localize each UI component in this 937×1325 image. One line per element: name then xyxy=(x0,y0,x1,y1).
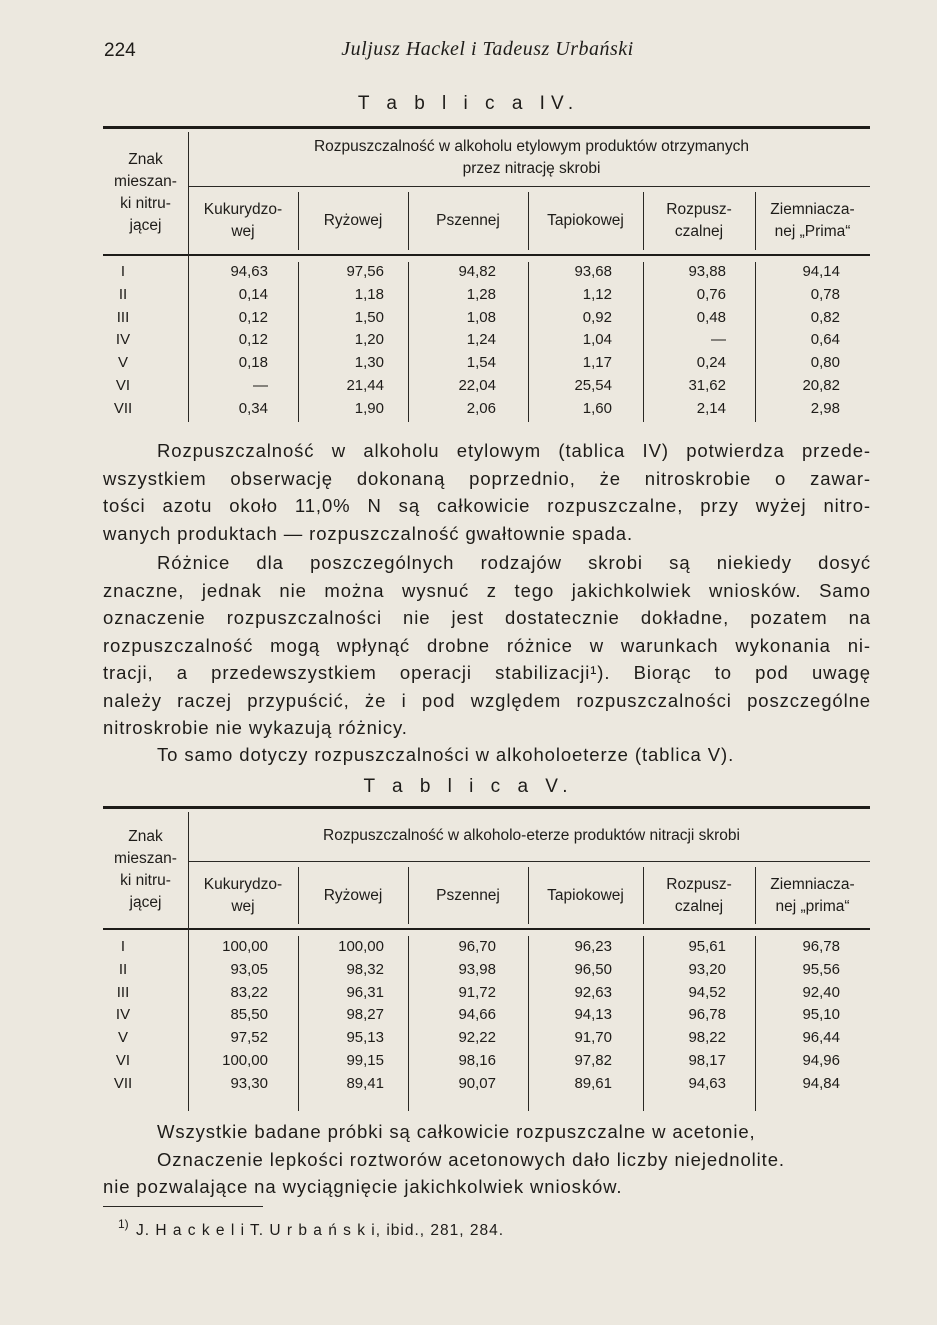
row-label: V xyxy=(117,1029,128,1047)
table-cell: 0,12 xyxy=(238,331,268,349)
header-group-label: Rozpuszczalność w alkoholu etylowym produktów otrzymanych przez nitrację skrobi xyxy=(313,138,750,177)
table-cell: 1,60 xyxy=(582,399,612,417)
paragraph-1-line-1: Rozpuszczalność w alkoholu etylowym (tablica IV) potwierdza przede- xyxy=(157,440,871,461)
table-cell: 1,28 xyxy=(466,285,496,303)
paragraph-1-line-4: wanych produktach — rozpuszczalność gwałtownie spada. xyxy=(103,522,633,544)
table-cell: 94,82 xyxy=(458,263,496,280)
table-cell: 0,92 xyxy=(582,308,612,326)
table-cell: 0,12 xyxy=(238,308,268,326)
table-cell: 94,63 xyxy=(688,1074,726,1092)
row-label: IV xyxy=(115,1006,131,1024)
table-iv-caption: T a b l i c a IV. xyxy=(357,93,580,114)
footnote-rule xyxy=(103,1206,263,1207)
table-cell: 96,78 xyxy=(688,1006,726,1024)
column-divider xyxy=(408,936,409,1111)
column-divider xyxy=(755,936,756,1111)
column-header: Ryżowej xyxy=(323,886,383,904)
row-label: IV xyxy=(115,331,131,349)
table-cell: 0,14 xyxy=(238,285,268,303)
table-cell: 98,22 xyxy=(688,1029,726,1047)
column-divider xyxy=(643,936,644,1111)
table-cell: 100,00 xyxy=(222,1052,268,1069)
paragraph-1 xyxy=(103,437,871,547)
column-header: Ryżowej xyxy=(323,212,383,229)
table-cell: 96,78 xyxy=(802,938,840,955)
table-v xyxy=(103,806,870,1112)
paragraph-2-line-3: oznaczenie rozpuszczalności nie jest dostatecznie dokładne, pozatem na xyxy=(103,607,871,628)
row-label: I xyxy=(120,938,126,955)
table-cell: 93,98 xyxy=(458,960,496,978)
paragraph-1-line-2: wszystkiem obserwację dokonaną poprzednio, że nitroskrobie o zawar- xyxy=(103,467,871,489)
table-cell: 90,07 xyxy=(458,1074,496,1092)
row-label: V xyxy=(117,354,128,372)
table-cell: 100,00 xyxy=(222,938,268,955)
column-header: Tapiokowej xyxy=(547,212,624,229)
table-top-rule xyxy=(103,126,870,129)
paragraph-2-line-4: rozpuszczalność mogą wpłynąć drobne różnice w warunkach wykonania ni- xyxy=(103,634,871,656)
column-header: Rozpusz- czalnej xyxy=(666,875,732,915)
table-cell: 2,14 xyxy=(696,399,726,417)
table-cell: 1,17 xyxy=(582,354,612,372)
paragraph-4 xyxy=(103,1118,871,1201)
paragraph-2 xyxy=(103,549,871,742)
table-cell: 89,61 xyxy=(574,1074,612,1092)
paragraph-2-line-6: należy raczej przypuścić, że i pod względem rozpuszczalności poszczególne xyxy=(103,689,871,711)
table-cell: 94,13 xyxy=(574,1006,612,1024)
table-cell: 96,31 xyxy=(346,983,384,1001)
table-cell: — xyxy=(711,331,726,349)
table-cell: 1,20 xyxy=(354,331,384,349)
table-cell: 31,62 xyxy=(688,377,726,394)
row-label: II xyxy=(118,960,128,978)
paragraph-4-line-1: Wszystkie badane próbki są całkowicie rozpuszczalne w acetonie, xyxy=(157,1121,756,1142)
table-cell: 96,70 xyxy=(458,938,496,955)
table-cell: 0,64 xyxy=(810,331,840,349)
table-cell: 0,76 xyxy=(696,285,726,303)
row-label: II xyxy=(118,285,128,303)
table-top-rule xyxy=(103,806,870,809)
column-divider xyxy=(188,812,189,1111)
row-label: VI xyxy=(115,1052,131,1069)
paragraph-3 xyxy=(103,741,871,769)
table-cell: 95,13 xyxy=(346,1029,384,1047)
header-group-label: Rozpuszczalność w alkoholo-eterze produktów nitracji skrobi xyxy=(323,826,740,844)
table-cell: 2,98 xyxy=(810,399,840,417)
table-cell: 93,88 xyxy=(688,263,726,280)
table-cell: 1,04 xyxy=(582,331,612,349)
column-header: Ziemniacza- nej „prima“ xyxy=(770,875,855,915)
row-label: VII xyxy=(113,1074,133,1092)
running-head xyxy=(104,36,871,68)
table-cell: 98,32 xyxy=(346,960,384,978)
table-cell: 83,22 xyxy=(230,983,268,1001)
table-cell: 0,80 xyxy=(810,354,840,372)
table-cell: 0,82 xyxy=(810,308,840,326)
running-title: Juljusz Hackel i Tadeusz Urbański xyxy=(341,38,634,60)
row-label: III xyxy=(116,983,130,1001)
table-cell: 97,82 xyxy=(574,1052,612,1069)
column-header: Pszennej xyxy=(436,212,500,229)
table-cell: 98,17 xyxy=(688,1052,726,1069)
table-cell: 1,18 xyxy=(354,285,384,303)
table-cell: 0,18 xyxy=(238,354,268,372)
table-cell: 85,50 xyxy=(230,1006,268,1024)
table-cell: 98,27 xyxy=(346,1006,384,1024)
table-cell: 1,12 xyxy=(582,285,612,303)
table-cell: 93,68 xyxy=(574,263,612,280)
paragraph-2-line-5: tracji, a przedewszystkiem operacji stabilizacji¹). Biorąc to pod uwagę xyxy=(103,662,871,683)
column-divider xyxy=(528,262,529,422)
table-cell: 1,90 xyxy=(354,399,384,417)
table-cell: 96,23 xyxy=(574,938,612,955)
table-cell: 22,04 xyxy=(458,377,496,394)
table-cell: 1,24 xyxy=(466,331,496,349)
table-cell: 96,50 xyxy=(574,960,612,978)
table-cell: 1,30 xyxy=(354,354,384,372)
table-cell: 0,24 xyxy=(696,354,726,372)
column-divider xyxy=(298,936,299,1111)
row-label: III xyxy=(116,308,130,326)
column-divider xyxy=(408,262,409,422)
paragraph-4-line-2: Oznaczenie lepkości roztworów acetonowych dało liczby niejednolite. xyxy=(157,1148,785,1170)
column-divider xyxy=(643,262,644,422)
table-cell: 94,84 xyxy=(802,1074,840,1092)
table-cell: 0,48 xyxy=(696,308,726,326)
header-sub-rule xyxy=(188,861,870,862)
table-cell: 92,22 xyxy=(458,1029,496,1047)
table-cell: 99,15 xyxy=(346,1052,384,1069)
column-header: Rozpusz- czalnej xyxy=(666,201,732,240)
table-cell: 1,08 xyxy=(466,308,496,326)
paragraph-2-line-7: nitroskrobie nie wykazują różnicy. xyxy=(103,717,408,738)
column-header: Pszennej xyxy=(436,886,500,904)
table-cell: 91,70 xyxy=(574,1029,612,1047)
table-cell: 2,06 xyxy=(466,399,496,417)
table-cell: 95,56 xyxy=(802,960,840,978)
header-mixture-label: Znak mieszan- ki nitru- jącej xyxy=(114,828,177,911)
table-cell: 100,00 xyxy=(338,938,384,955)
table-cell: 89,41 xyxy=(346,1074,384,1092)
table-cell: 97,52 xyxy=(230,1029,268,1047)
column-divider xyxy=(188,132,189,422)
table-cell: 1,54 xyxy=(466,354,496,372)
row-label: VI xyxy=(115,377,131,394)
table-cell: 94,66 xyxy=(458,1006,496,1024)
page-number: 224 xyxy=(104,40,136,61)
table-cell: 91,72 xyxy=(458,983,496,1001)
table-cell: 20,82 xyxy=(802,377,840,394)
paragraph-4-line-3: nie pozwalające na wyciągnięcie jakichkolwiek wniosków. xyxy=(103,1176,623,1197)
paragraph-1-line-3: tości azotu około 11,0% N są całkowicie rozpuszczalne, przy wyżej nitro- xyxy=(103,495,871,516)
column-header: Kukurydzo- wej xyxy=(203,875,283,915)
table-cell: 93,20 xyxy=(688,960,726,978)
table-cell: 0,34 xyxy=(238,399,268,417)
table-cell: 25,54 xyxy=(574,377,612,394)
table-cell: 92,63 xyxy=(574,983,612,1001)
table-cell: 96,44 xyxy=(802,1029,840,1047)
table-cell: 95,10 xyxy=(802,1006,840,1024)
table-cell: 93,30 xyxy=(230,1074,268,1092)
table-cell: 93,05 xyxy=(230,960,268,978)
paragraph-3-line-1: To samo dotyczy rozpuszczalności w alkoholoeterze (tablica V). xyxy=(157,744,735,765)
column-header: Ziemniacza- nej „Prima“ xyxy=(770,201,855,240)
column-header: Kukurydzo- wej xyxy=(203,201,283,240)
table-cell: 98,16 xyxy=(458,1052,496,1069)
table-cell: 94,52 xyxy=(688,983,726,1001)
table-cell: 92,40 xyxy=(802,983,840,1001)
row-label: I xyxy=(120,263,126,280)
header-mixture-label: Znak mieszan- ki nitru- jącej xyxy=(114,151,177,234)
column-divider xyxy=(755,262,756,422)
table-cell: 95,61 xyxy=(688,938,726,955)
footnote-text: J. H a c k e l i T. U r b a ń s k i, ibid., 281, 284. xyxy=(136,1222,505,1239)
header-bottom-rule xyxy=(103,928,870,930)
table-cell: 0,78 xyxy=(810,285,840,303)
table-v-caption: T a b l i c a V. xyxy=(363,776,574,797)
table-iv xyxy=(103,126,870,426)
table-cell: 94,14 xyxy=(802,263,840,280)
paragraph-2-line-1: Różnice dla poszczególnych rodzajów skrobi są niekiedy dosyć xyxy=(157,552,871,573)
table-cell: 21,44 xyxy=(346,377,384,394)
table-cell: 94,63 xyxy=(230,263,268,280)
table-cell: 97,56 xyxy=(346,263,384,280)
header-bottom-rule xyxy=(103,254,870,256)
header-sub-rule xyxy=(188,186,870,187)
paragraph-2-line-2: znaczne, jednak nie można wysnuć z tego jakichkolwiek wniosków. Samo xyxy=(103,579,871,601)
table-cell: 94,96 xyxy=(802,1052,840,1069)
column-divider xyxy=(298,262,299,422)
column-divider xyxy=(528,936,529,1111)
table-cell: 1,50 xyxy=(354,308,384,326)
column-header: Tapiokowej xyxy=(547,886,624,904)
footnote-marker: 1) xyxy=(118,1217,129,1231)
row-label: VII xyxy=(113,399,133,417)
table-cell: — xyxy=(253,377,268,394)
